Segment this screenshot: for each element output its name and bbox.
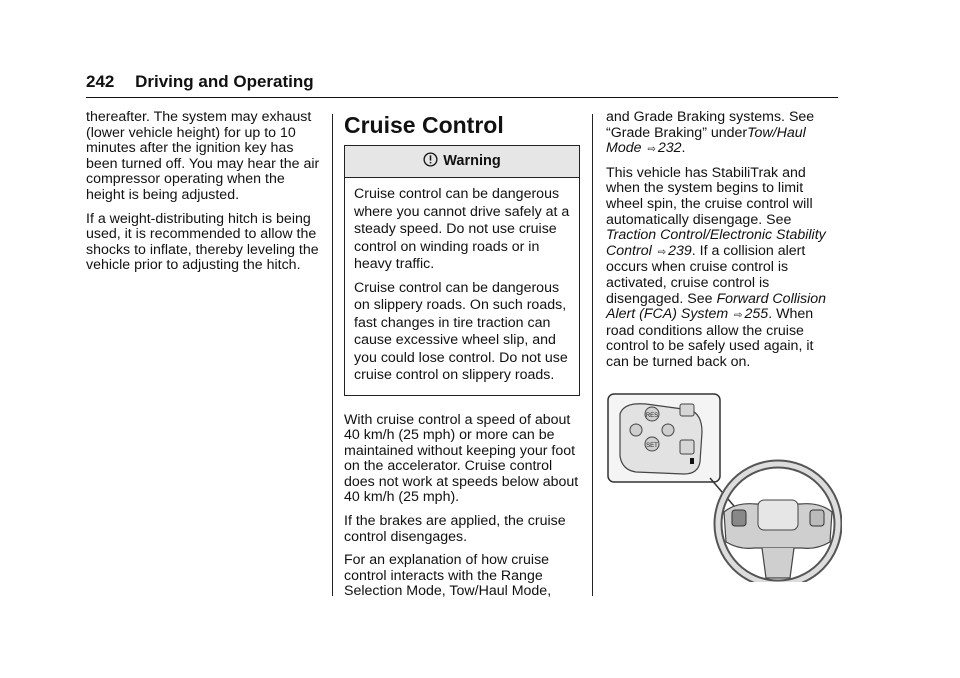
cruise-control-heading: Cruise Control: [344, 112, 504, 138]
traction-control-link[interactable]: Traction Control/Electronic Stability Control: [606, 227, 826, 259]
paragraph: For an explanation of how cruise control interacts with the Range Selection Mode, Tow/Haul Mode,: [344, 552, 552, 600]
page-number: 242: [86, 72, 115, 91]
page-ref-arrow-icon: ⇨: [734, 310, 743, 322]
header-rule: [86, 97, 838, 98]
steering-wheel-cruise-controls-icon: [606, 392, 842, 582]
steering-wheel-illustration: [606, 392, 842, 582]
res-button-label: RES: [645, 413, 659, 419]
paragraph: thereafter. The system may exhaust (lower vehicle height) for up to 10 minutes after the ignition key has been turned off. You may hear the air compressor operating when the height is being adjusted.: [86, 109, 320, 203]
warning-body: [345, 178, 579, 395]
paragraph: With cruise control a speed of about 40 km/h (25 mph) or more can be maintained without keeping your foot on the accelerator. Cruise control does not work at speeds below about 40 km/h (25 mph).: [344, 411, 579, 506]
tow-haul-mode-link[interactable]: Tow/Haul Mode: [606, 124, 806, 157]
page-ref-arrow-icon: ⇨: [647, 144, 656, 156]
paragraph: This vehicle has StabiliTrak and when the system begins to limit wheel spin, the cruise control will automatically disengage. See Traction Control/Electronic Stability Control ⇨ 239. If a collision alert occurs when cruise control is activated, cruise control is disengaged. See Forward Collision Alert (FCA) System ⇨ 255. When road conditions allow the cruise control to be safely used again, it can be turned back on.: [606, 164, 827, 370]
paragraph: If the brakes are applied, the cruise control disengages.: [344, 513, 566, 545]
warning-text: Cruise control can be dangerous where you cannot drive safely at a steady speed. Do not use cruise control on winding roads or in heavy traffic.: [354, 186, 570, 272]
paragraph: If a weight-distributing hitch is being used, it is recommended to allow the shocks to inflate, thereby leveling the vehicle prior to adjusting the hitch.: [86, 210, 319, 274]
page-ref[interactable]: 232: [657, 140, 682, 157]
set-button-label: SET: [646, 443, 658, 449]
column-1: [86, 110, 322, 282]
paragraph: and Grade Braking systems. See “Grade Braking” underTow/Haul Mode ⇨ 232.: [606, 109, 815, 157]
warning-label: Warning: [443, 152, 501, 169]
fca-system-link[interactable]: Forward Collision Alert (FCA) System: [606, 290, 827, 323]
column-divider-right: [592, 114, 593, 596]
page-ref-arrow-icon: ⇨: [657, 246, 667, 258]
page-ref[interactable]: 239: [668, 242, 692, 259]
page-header: [86, 70, 838, 94]
warning-header: [345, 146, 579, 178]
warning-circle-icon: [423, 152, 438, 171]
page-ref[interactable]: 255: [744, 306, 769, 323]
warning-box: [344, 145, 580, 396]
section-title: Driving and Operating: [135, 72, 314, 91]
warning-text: Cruise control can be dangerous on slippery roads. On such roads, fast changes in tire traction can cause excessive wheel slip, and you could lose control. Do not use cruise control on slippery roads.: [354, 279, 568, 383]
column-2: [344, 112, 580, 608]
column-divider-left: [332, 114, 333, 596]
column-3: [606, 110, 838, 379]
